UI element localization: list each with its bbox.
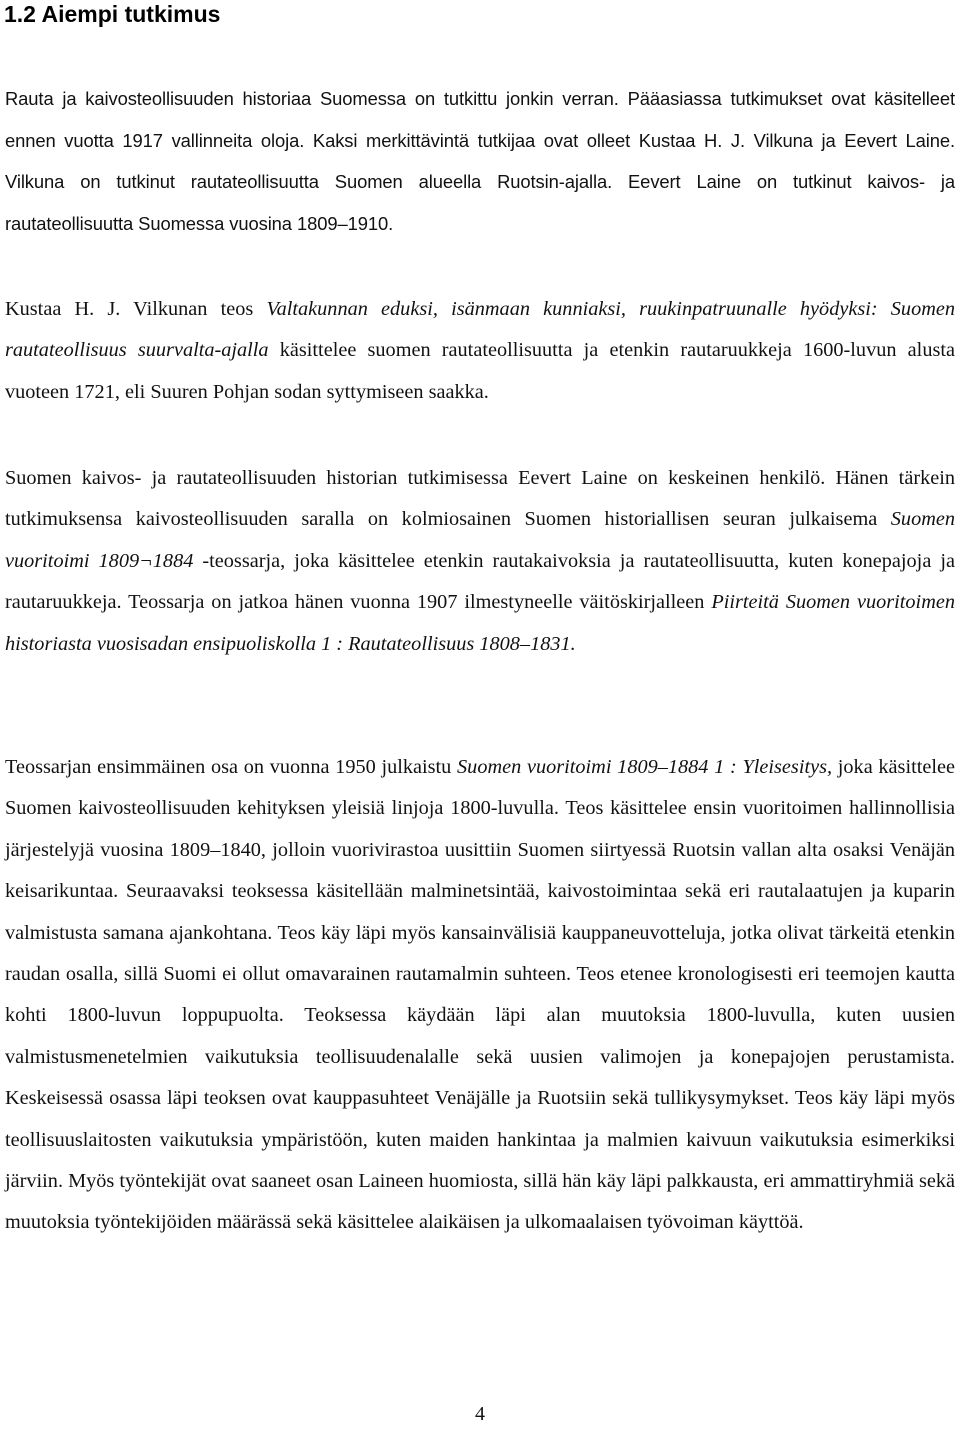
paragraph-yleisesitys-text-start: Teossarjan ensimmäinen osa on vuonna 1950 julkaistu [5, 756, 458, 778]
dissertation-title: Piirteitä Suomen vuoritoimen historiasta vuosisadan ensipuoliskolla 1 : Rautateollisuus 1808–1831. [5, 591, 955, 655]
paragraph-laine [5, 458, 955, 665]
paragraph-yleisesitys [5, 747, 955, 1244]
paragraph-laine-text-middle: -teossarja, joka käsittelee etenkin rautakaivoksia ja rautateollisuutta, kuten konepajoja ja rautaruukkeja. Teossarja on jatkoa hänen vuonna 1907 ilmestyneelle väitöskirjalleen [5, 549, 955, 614]
book-title-vilkuna: Valtakunnan eduksi, isänmaan kunniaksi, ruukinpatruunalle hyödyksi: Suomen rautateollisuus suurvalta-ajalla [5, 298, 956, 362]
page-number: 4 [475, 1403, 485, 1425]
book-title-vuoritoimi: Suomen vuoritoimi 1809¬1884 [5, 508, 955, 572]
paragraph-laine-text-start: Suomen kaivos- ja rautateollisuuden historian tutkimisessa Eevert Laine on keskeinen henkilö. Hänen tärkein tutkimuksensa kaivosteollisuuden saralla on kolmiosainen Suomen historiallisen seuran julkaisema [5, 467, 955, 531]
section-heading: 1.2 Aiempi tutkimus [4, 1, 221, 27]
paragraph-vilkuna-text-start: Kustaa H. J. Vilkunan teos [5, 298, 267, 320]
paragraph-vilkuna [5, 289, 955, 413]
paragraph-intro: Rauta ja kaivosteollisuuden historiaa Suomessa on tutkittu jonkin verran. Pääasiassa tutkimukset ovat käsitelleet ennen vuotta 1917 vallinneita oloja. Kaksi merkittävintä tutkijaa ovat olleet Kustaa H. J. Vilkuna ja Eevert Laine. Vilkuna on tutkinut rautateollisuutta Suomen alueella Ruotsin-ajalla. Eevert Laine on tutkinut kaivos- ja rautateollisuutta Suomessa vuosina 1809–1910. [5, 88, 955, 234]
book-title-yleisesitys: Suomen vuoritoimi 1809–1884 1 : Yleisesitys, [457, 756, 833, 778]
paragraph-yleisesitys-text-end: joka käsittelee Suomen kaivosteollisuuden kehityksen yleisiä linjoja 1800-luvulla. Teos käsittelee ensin vuoritoimen hallinnollisia järjestelyjä vuosina 1809–1840, jolloin vuorivirastoa uusittiin Suomen siirtyessä Ruotsin vallan alta osaksi Venäjän keisarikuntaa. Seuraavaksi teoksessa käsitellään malminetsintää, kaivostoimintaa sekä eri rautalaatujen ja kuparin valmistusta samana ajankohtana. Teos käy läpi myös kansainvälisiä kauppaneuvotteluja, jotka olivat tärkeitä etenkin raudan osalla, sillä Suomi ei ollut omavarainen rautamalmin suhteen. Teos etenee kronologisesti eri teemojen kautta kohti 1800-luvun loppupuolta. Teoksessa käydään läpi alan muutoksia 1800-luvulla, kuten uusien valmistusmenetelmien vaikutuksia teollisuudenalalle sekä uusien valimojen ja konepajojen perustamista. Keskeisessä osassa läpi teoksen ovat kauppasuhteet Venäjälle ja Ruotsiin sekä tullikysymykset. Teos käy läpi myös teollisuuslaitosten vaikutuksia ympäristöön, kuten maiden hankintaa ja malmien kaivuun vaikutuksia esimerkiksi järviin. Myös työntekijät ovat saaneet osan Laineen huomiosta, sillä hän käy läpi palkkausta, eri ammattiryhmiä sekä muutoksia työntekijöiden määrässä sekä käsittelee alaikäisen ja ulkomaalaisen työvoiman käyttöä. [5, 756, 955, 1234]
paragraph-vilkuna-text-end: käsittelee suomen rautateollisuutta ja etenkin rautaruukkeja 1600-luvun alusta vuoteen 1721, eli Suuren Pohjan sodan syttymiseen saakka. [5, 339, 955, 403]
